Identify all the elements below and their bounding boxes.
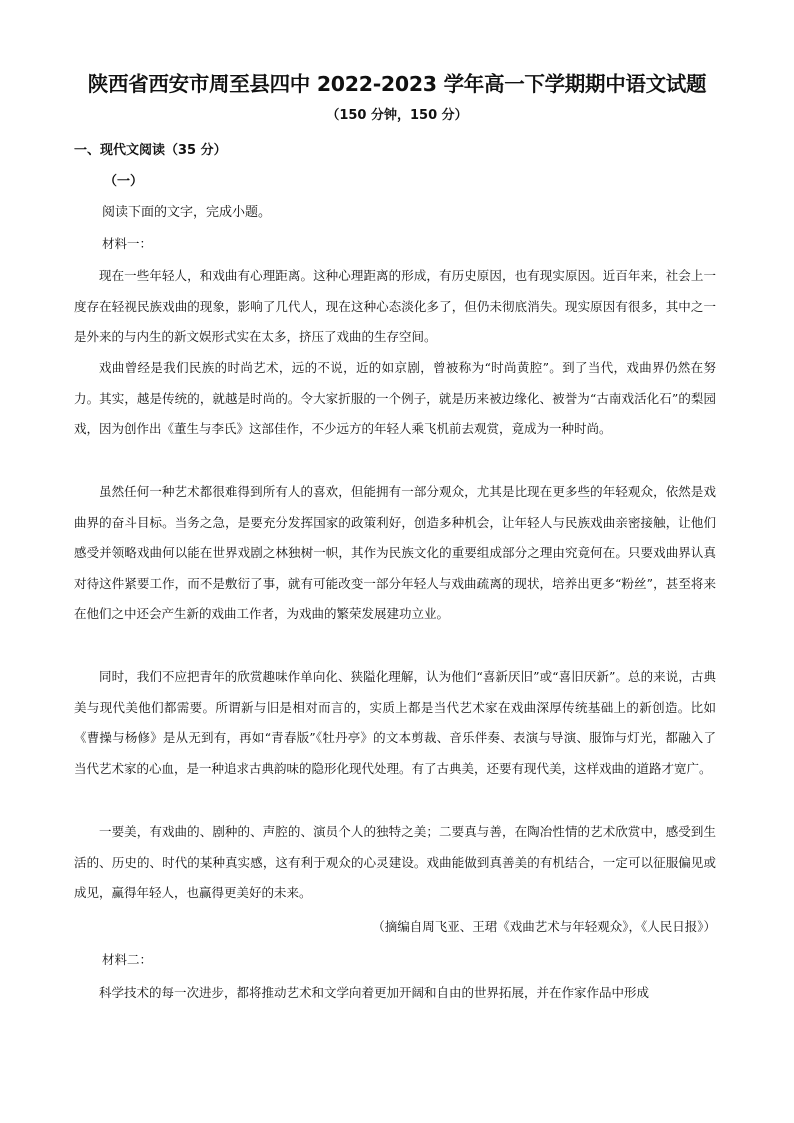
material-one-source: （摘编自周飞亚、王珺《戏曲艺术与年轻观众》，《人民日报》） (372, 919, 716, 934)
material-two-label: 材料二： (102, 952, 153, 967)
subsection-heading: （一） (104, 174, 144, 189)
material-one-paragraph: 一要美，有戏曲的、剧种的、声腔的、演员个人的独特之美；二要真与善，在陶冶性情的艺术欣赏中，感受到生活的、历史的、时代的某种真实感，这有利于观众的心灵建设。戏曲能做到真善美的有机结合，一定可以征服偏见或成见，赢得年轻人，也赢得更美好的未来。 (74, 824, 716, 900)
material-one-paragraph: 现在一些年轻人，和戏曲有心理距离。这种心理距离的形成，有历史原因，也有现实原因。近百年来，社会上一度存在轻视民族戏曲的现象，影响了几代人，现在这种心态淡化多了，但仍未彻底消失。现实原因有很多，其中之一是外来的与内生的新文娱形式实在太多，挤压了戏曲的生存空间。 (74, 268, 716, 344)
reading-instruction: 阅读下面的文字，完成小题。 (102, 205, 272, 220)
exam-duration-score: （150 分钟，150 分） (326, 108, 468, 123)
material-one-paragraph: 虽然任何一种艺术都很难得到所有人的喜欢，但能拥有一部分观众，尤其是比现在更多些的年轻观众，依然是戏曲界的奋斗目标。当务之急，是要充分发挥国家的政策利好，创造多种机会，让年轻人与民族戏曲亲密接触，让他们感受并领略戏曲何以能在世界戏剧之林独树一帜，其作为民族文化的重要组成部分之理由究竟何在。只要戏曲界认真对待这件紧要工作，而不是敷衍了事，就有可能改变一部分年轻人与戏曲疏离的现状，培养出更多“粉丝”，甚至将来在他们之中还会产生新的戏曲工作者，为戏曲的繁荣发展建功立业。 (74, 484, 716, 621)
page-title: 陕西省西安市周至县四中 2022-2023 学年高一下学期期中语文试题 (87, 72, 707, 96)
material-two-paragraph: 科学技术的每一次进步，都将推动艺术和文学向着更加开阔和自由的世界拓展，并在作家作品中形成 (99, 985, 650, 1000)
material-one-paragraph: 同时，我们不应把青年的欣赏趣味作单向化、狭隘化理解，认为他们“喜新厌旧”或“喜旧厌新”。总的来说，古典美与现代美他们都需要。所谓新与旧是相对而言的，实质上都是当代艺术家在戏曲深厚传统基础上的新创造。比如《曹操与杨修》是从无到有，再如“青春版”《牡丹亭》的文本剪裁、音乐伴奏、表演与导演、服饰与灯光，都融入了当代艺术家的心血，是一种追求古典韵味的隐形化现代处理。有了古典美，还要有现代美，这样戏曲的道路才宽广。 (74, 669, 716, 776)
material-one-paragraph: 戏曲曾经是我们民族的时尚艺术，远的不说，近的如京剧，曾被称为“时尚黄腔”。到了当代，戏曲界仍然在努力。其实，越是传统的，就越是时尚的。令大家折服的一个例子，就是历来被边缘化、被誉为“古南戏活化石”的梨园戏，因为创作出《董生与李氏》这部佳作，不少远方的年轻人乘飞机前去观赏，竟成为一种时尚。 (74, 360, 716, 436)
material-one-label: 材料一： (102, 236, 153, 251)
section-heading: 一、现代文阅读（35 分） (74, 143, 227, 158)
